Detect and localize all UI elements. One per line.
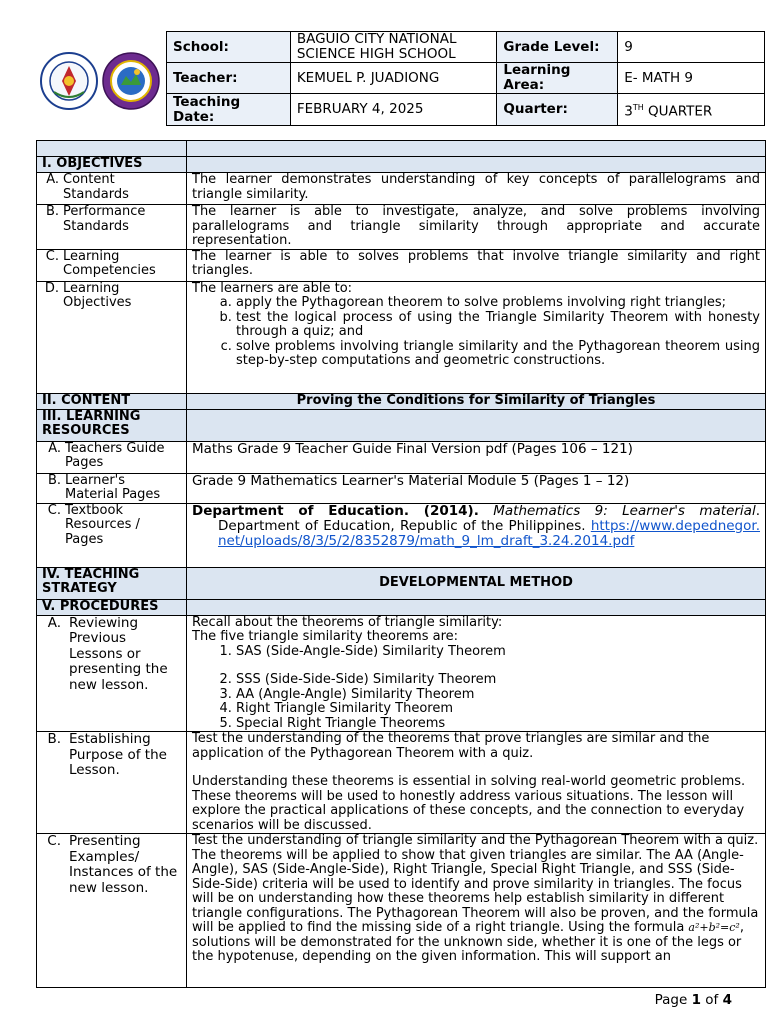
textbook-reference: Department of Education. (2014). Mathematics 9: Learner's material. Department of Education, Republic of the Philippines. https://www.depednegor.net/uploads/8/3/5/2/8352879/math_9_lm_draft_3.24.2014.pdf xyxy=(187,503,766,567)
textbook-resources-label: Textbook Resources / Pages xyxy=(65,503,140,547)
teacher-label: Teacher: xyxy=(167,63,291,94)
teachers-guide-text: Maths Grade 9 Teacher Guide Final Version pdf (Pages 106 – 121) xyxy=(187,441,766,473)
establishing-purpose-label: Establishing Purpose of the Lesson. xyxy=(69,731,167,778)
theorem-item: 1. SAS (Side-Angle-Side) Similarity Theorem xyxy=(236,645,760,660)
grade-level-label: Grade Level: xyxy=(497,32,618,63)
quarter-label: Quarter: xyxy=(497,94,618,126)
content-topic: Proving the Conditions for Similarity of Triangles xyxy=(187,393,766,409)
theorem-item: 5. Special Right Triangle Theorems xyxy=(236,717,760,732)
learning-competencies-text: The learner is able to solves problems that involve triangle similarity and right triangles. xyxy=(187,249,766,281)
objective-item: c. solve problems involving triangle similarity and the Pythagorean theorem using step-by-step computations and geometric constructions. xyxy=(236,340,760,369)
textbook-url-link[interactable]: https://www.depednegor.net/uploads/8/3/5/2/8352879/math_9_lm_draft_3.24.2014.pdf xyxy=(218,517,760,549)
establishing-purpose-text: Test the understanding of the theorems that prove triangles are similar and the application of the Pythagorean Theorem with a quiz. Understanding these theorems is essential in solving real-world geometric problems. These theorems will be used to honestly address various situations. The lesson will explore the practical applications of these concepts, and the connection to everyday scenarios will be discussed. xyxy=(187,732,766,834)
learning-resources-heading: III. LEARNING RESOURCES xyxy=(37,409,187,441)
objective-item: a. apply the Pythagorean theorem to solve problems involving right triangles; xyxy=(236,296,760,311)
learning-area-value: E- MATH 9 xyxy=(618,63,765,94)
deped-seal-icon xyxy=(40,52,98,110)
reviewing-lessons-label: Reviewing Previous Lessons or presenting the new lesson. xyxy=(69,615,168,693)
learning-area-label: Learning Area: xyxy=(497,63,618,94)
content-standards-text: The learner demonstrates understanding of key concepts of parallelograms and triangle similarity. xyxy=(187,173,766,205)
learning-competencies-label: Learning Competencies xyxy=(63,249,156,278)
reviewing-lessons-text: Recall about the theorems of triangle similarity: The five triangle similarity theorems are: 1. SAS (Side-Angle-Side) Similarity Theorem 2. SSS (Side-Side-Side) Similarity Theorem 3. AA (Angle-Angle) Similarity Theorem 4. Right Triangle Similarity Theorem 5. Special Right Triangle Theorems xyxy=(187,615,766,732)
content-heading: II. CONTENT xyxy=(37,393,187,409)
performance-standards-text: The learner is able to investigate, analyze, and solve problems involving parallelograms and triangle similarity through appropriate and accurate representation. xyxy=(187,205,766,250)
teaching-date-value: FEBRUARY 4, 2025 xyxy=(290,94,497,126)
school-value: BAGUIO CITY NATIONAL SCIENCE HIGH SCHOOL xyxy=(290,32,497,63)
school-seal-icon xyxy=(102,52,160,110)
grade-level-value: 9 xyxy=(618,32,765,63)
objective-item: b. test the logical process of using the Triangle Similarity Theorem with honesty through a quiz; and xyxy=(236,311,760,340)
teaching-strategy-heading: IV. TEACHING STRATEGY xyxy=(37,567,187,599)
learning-objectives-text: The learners are able to: a. apply the Pythagorean theorem to solve problems involving right triangles; b. test the logical process of using the Triangle Similarity Theorem with honesty through a quiz; and c. solve problems involving triangle similarity and the Pythagorean theorem using step-by-step computations and geometric constructions. xyxy=(187,281,766,393)
teacher-value: KEMUEL P. JUADIONG xyxy=(290,63,497,94)
learners-material-label: Learner's Material Pages xyxy=(65,473,161,502)
quarter-value: 3TH QUARTER xyxy=(618,94,765,126)
lesson-plan-table: I. OBJECTIVES A. Content Standards The learner demonstrates understanding of key concepts of parallelograms and triangle similarity. B. Performance Standards The learner is able to investigate, analyze, and solve problems involving parallelograms and triangle similarity through appropriate and accurate representation. C. Learning Competencies The learner is able to solves problems that involve triangle similarity and right triangles. D. Learning Objectives The learners are able to: a. apply the Pythagorean theorem to solve problems involving right triangles; b. test the logical process of using the Triangle Similarity Theorem with honesty through a quiz; and c. solve problems involving triangle similarity and the Pythagorean theorem using step-by-step computations and geometric constructions. II. CONTENT Proving the Conditions for Similarity of Triangles III. LEARNING RESOURCES A. Teachers Guide Pages Maths Grade 9 Teacher Guide Final Version pdf (Pages 106 – 121) B. Learner's Material Pages Grade 9 Mathematics Learner's Material Module 5 (Pages 1 – 12) C. Textbook Resources / Pages Department of Education. (2014). Mathematics 9: Learner's material. Department of Education, Republic of the Philippines. https://www.depednegor.net/uploads/8/3/5/2/8352879/math_9_lm_draft_3.24.2014.pdf IV. TEACHING STRATEGY DEVELOPMENTAL METHOD V. PROCEDURES A. Reviewing Previous Lessons or presenting the new lesson. Recall about the theorems of triangle similarity: The five triangle similarity theorems are: 1. SAS (Side-Angle-Side) Similarity Theorem 2. SSS (Side-Side-Side) Similarity Theorem 3. AA (Angle-Angle) Similarity Theorem 4. Right Triangle Similarity Theorem 5. Special Right Triangle Theorems B. Establishing Purpose of the Lesson. Test the understanding of the theorems that prove triangles are similar and the application of the Pythagorean Theorem with a quiz. Understanding these theorems is essential in solving real-world geometric problems. These theorems will be used to honestly address various situations. The lesson will explore the practical applications of these concepts, and the connection to everyday scenarios will be discussed. C. Presenting Examples/ Instances of the new lesson. Test the understanding of triangle similarity and the Pythagorean Theorem with a quiz. The theorems will be applied to show that given triangles are similar. The AA (Angle-Angle), SAS (Side-Angle-Side), Right Triangle, Special Right Triangle, and SSS (Side-Side-Side) criteria will be used to identify and prove similarity in triangles. The focus will be on understanding how these theorems help establish similarity in different triangle configurations. The Pythagorean Theorem will also be proven, and the formula will be applied to find the missing side of a right triangle. Using the formula a²+b²=c², solutions will be demonstrated for the unknown side, whether it is one of the legs or the hypotenuse, depending on the given information. This will support an xyxy=(36,140,766,988)
learners-material-text: Grade 9 Mathematics Learner's Material Module 5 (Pages 1 – 12) xyxy=(187,473,766,503)
performance-standards-label: Performance Standards xyxy=(63,204,146,234)
page-footer: Page 1 of 4 xyxy=(654,992,732,1008)
objectives-heading: I. OBJECTIVES xyxy=(37,157,187,173)
procedures-heading: V. PROCEDURES xyxy=(37,599,187,615)
theorem-item: 3. AA (Angle-Angle) Similarity Theorem xyxy=(236,688,760,703)
teaching-date-label: Teaching Date: xyxy=(167,94,291,126)
teaching-strategy-value: DEVELOPMENTAL METHOD xyxy=(187,567,766,599)
theorem-item: 4. Right Triangle Similarity Theorem xyxy=(236,702,760,717)
theorem-item: 2. SSS (Side-Side-Side) Similarity Theorem xyxy=(236,673,760,688)
pythagorean-formula: a²+b²=c² xyxy=(688,921,740,934)
presenting-examples-text: Test the understanding of triangle similarity and the Pythagorean Theorem with a quiz. The theorems will be applied to show that given triangles are similar. The AA (Angle-Angle), SAS (Side-Angle-Side), Right Triangle, Special Right Triangle, and SSS (Side-Side-Side) criteria will be used to identify and prove similarity in triangles. The focus will be on understanding how these theorems help establish similarity in different triangle configurations. The Pythagorean Theorem will also be proven, and the formula will be applied to find the missing side of a right triangle. Using the formula a²+b²=c², solutions will be demonstrated for the unknown side, whether it is one of the legs or the hypotenuse, depending on the given information. This will support an xyxy=(187,834,766,988)
content-standards-label: Content Standards xyxy=(63,172,129,202)
school-label: School: xyxy=(167,32,291,63)
header-info-table xyxy=(166,31,765,126)
learning-objectives-label: Learning Objectives xyxy=(63,281,132,310)
teachers-guide-label: Teachers Guide Pages xyxy=(65,441,165,470)
presenting-examples-label: Presenting Examples/ Instances of the new lesson. xyxy=(69,833,178,896)
